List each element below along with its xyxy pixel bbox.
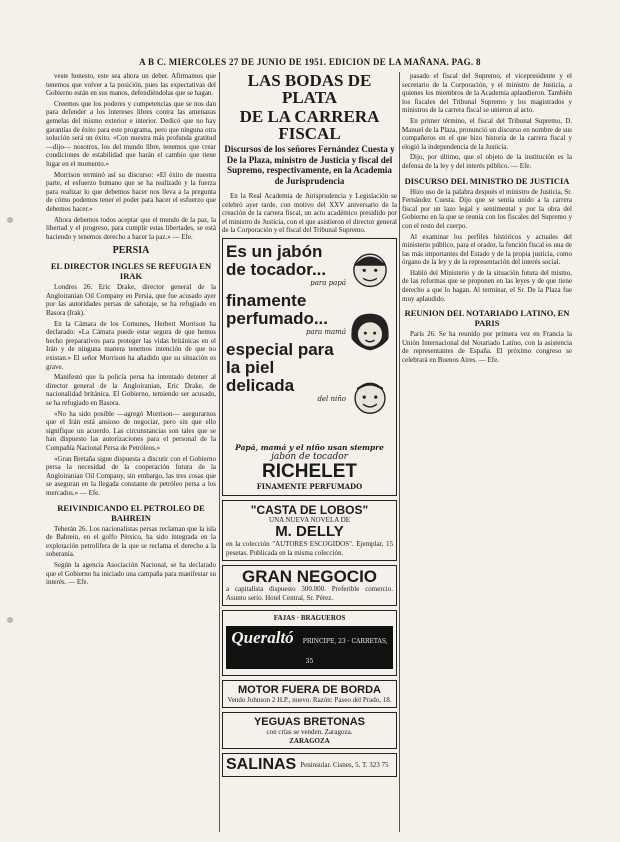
negocio-ad [222,565,397,606]
yeguas-ad-text: con crías se venden. Zaragoza. [266,728,353,737]
binding-holes [4,0,16,842]
queralto-ad-brand: Queraltó [231,627,294,647]
book-ad-text: en la colección "AUTORES ESCOGIDOS". Ejemplar, 15 pesetas. Publicada en la misma colección. [226,540,393,557]
article-paragraph: París 26. Se ha reunido por primera vez en Francia la Unión Internacional del Notariado Latino, con la asistencia de representantes de España. El próximo congreso se celebrará en Buenos Aires. — Efe. [402,330,572,365]
soap-ad-footer [223,443,396,491]
article-title: LAS BODAS DE PLATA [247,72,372,107]
article-paragraph: «No ha sido posible —agregó Morrison— asegurarnos que el Irán está ansioso de negociar, pero sin que ello signifique un acuerdo. Las circunstancias son tales que se han dispuesto las autorizaciones para el personal de la Compañía Nacional Persa de Petróleos.» [46,409,216,452]
motor-ad-title: MOTOR FUERA DE BORDA [238,683,381,696]
article-paragraph: Morrison terminó así su discurso: «El éxito de nuestra parte, el esfuerzo humano que se ha realizado y la fuerza para realizar lo que debemos hacer nos lleva a la pregunta de cómo podemos tener el poder para hacer el esfuerzo que debemos hacer.» [46,170,216,213]
article-paragraph: Manifestó que la policía persa ha intentado detener al director general de la Angloiranian, Eric Drake, de nacionalidad británica. El Gobierno, temiendo ser acusado, se ha refugiado en Basora. [46,373,216,407]
soap-ad-tag: del niño [317,394,346,403]
article-paragraph: En la Real Academia de Jurisprudencia y Legislación se celebró ayer tarde, con motivo del XXV aniversario de la creación de la carrera fiscal, un acto académico presidido por el ministro de Justicia, con el que asistieron el director general de la Corporación y el fiscal del Tribunal Supremo. [222,192,397,235]
queralto-ad-band [226,626,393,669]
book-ad-title: "CASTA DE LOBOS" [250,502,369,517]
soap-ad-tag: para papá [310,278,346,287]
article-paragraph: Habló del Ministerio y de la situación futura del mismo, de las reformas que se proponen en las leyes y de que tiene derecho a que lo hagan. Al terminar, el Sr. De la Plaza fue muy aplaudido. [402,268,572,303]
article-paragraph: En primer término, el fiscal del Tribunal Supremo, D. Manuel de la Plaza, pronunció un discurso en nombre de sus compañeros en el que hizo historia de la carrera fiscal y elogió la independencia de la Justicia. [402,116,572,151]
soap-ad-line: Es un jabón de tocador... [226,241,327,279]
column-rule [399,72,400,832]
article-paragraph: Teherán 26. Los nacionalistas persas reclaman que la isla de Bahrein, en el golfo Pérsico, ha sido integrada en la explotación petrolífera de la que se reclama el derecho a la soberanía. [46,524,216,559]
man-face-icon [347,245,393,291]
notary-heading: REUNION DEL NOTARIADO LATINO, EN PARIS [404,308,570,329]
left-column [46,72,216,836]
article-paragraph: Al examinar los perfiles históricos y actuales del ministerio público, para el orador, la función fiscal es una de las más importantes del Estado y de la propia justicia, como órgano de la ley y de la representación del interés social. [402,232,572,267]
soap-ad-brand-pre: jabón de tocador [271,451,348,462]
soap-ad-brand: RICHELET [262,460,357,482]
article-title: DE LA CARRERA FISCAL [239,107,380,143]
article-subheading: Discursos de los señores Fernández Cuesta y De la Plaza, ministro de Justicia y fiscal del Supremo, respectivamente, en la Academia de Jurisprudencia [224,144,395,186]
article-paragraph: En la Cámara de los Comunes, Herbert Morrison ha declarado: «La Cámara puede estar segura de que hemos hecho preparativos para proteger las vidas británicas en el Irán y de ninguna manera tenemos intención de que no existan.» El señor Morrison ha añadido que su situación es grave. [46,319,216,371]
article-paragraph: Londres 26. Eric Drake, director general de la Angloiranian Oil Company en Persia, que fue acusado ayer por las autoridades persas de sabotaje, se ha refugiado en Basora (Irak). [46,283,216,318]
salinas-ad-brand: SALINAS [226,756,297,774]
soap-ad-slogan: Papá, mamá y el niño usan siempre [235,442,384,452]
soap-ad-brand-foot: FINAMENTE PERFUMADO [256,481,363,491]
article-paragraph: Ahora debemos todos aceptar que el mundo de la paz, la libertad y el progreso, para cumplir estas libertades, se está haciendo y tenemos derecho a hacer la paz.» — Efe. [46,215,216,241]
persia-heading: PERSIA [112,245,150,257]
article-paragraph: Dijo, por último, que el objeto de la institución es la defensa de la ley y del interés público. — Efe. [402,153,572,170]
salinas-ad-text: Peninsular. Cisnes, 5. T. 323 75 [300,761,389,770]
richelet-soap-ad [222,238,397,496]
soap-ad-line: finamente perfumado... [226,290,329,328]
book-ad [222,500,397,562]
article-paragraph: pasado el fiscal del Supremo, el vicepresidente y el secretario de la Corporación, y el ministro de Justicia, a quienes los miembros de la Academia aplaudieron. También los fiscales del Tribunal Supremo y los magistrados y ministros de la carrera fiscal se unieron al acto. [402,72,572,115]
negocio-ad-text: a capitalista dispuesto 300.000. Preferible comercio. Asunto serio. Hotel Central, Sr. Pérez. [226,585,393,602]
yeguas-ad [222,712,397,749]
article-paragraph: Hizo uso de la palabra después el ministro de Justicia, Sr. Fernández Cuesta. Dijo que se sentía unido a la carrera fiscal por un lazo legal y sentimental y por la obra del Gobierno en la que se reunía con los fiscales del Supremo y con el resto del cuerpo. [402,187,572,230]
book-ad-sub: UNA NUEVA NOVELA DE [269,515,350,524]
article-paragraph: «Gran Bretaña sigue dispuesta a discutir con el Gobierno persa la necesidad de la cooperación futura de la Angloiranian Oil Company, sin embargo, las tres cosas que se aseguran en la llegada constante de petróleo persa a los mercados.» — Efe. [46,454,216,497]
negocio-ad-title: GRAN NEGOCIO [241,567,378,587]
child-face-icon [347,373,393,419]
soap-ad-line: especial para la piel delicada [226,339,334,395]
persia-subheading: EL DIRECTOR INGLES SE REFUGIA EN IRAK [50,261,212,282]
page-header: A B C. MIERCOLES 27 DE JUNIO DE 1951. EDICION DE LA MAÑANA. PAG. 8 [139,57,481,67]
book-ad-author: M. DELLY [275,523,344,541]
right-column [402,72,572,836]
yeguas-ad-city: ZARAGOZA [289,736,330,745]
queralto-ad-side: PRINCIPE, 23 · CARRETAS, 35 [302,637,388,665]
motor-ad [222,680,397,709]
woman-face-icon [347,309,393,355]
soap-ad-tag: para mamá [305,327,346,336]
article-paragraph: veste honesto, este sea ahora un deber. Afirmamos que tenemos que volver a la posición, pues las expectativas del Gobierno están en sus manos, defendiéndolas que se hagan. [46,72,216,98]
queralto-ad [222,610,397,676]
yeguas-ad-title: YEGUAS BRETONAS [253,716,366,729]
article-paragraph: Creemos que los poderes y competencias que se nos dan para defender a los intereses libres contra las amenazas gemelas del mismo exterior e interior. Dedicó que no hay garantías de éxito para este programa, pero que ninguna otra solución será un éxito. «Con nuestra más profunda gratitud —dijo— nosotros, los del mundo libre, tenemos que crear condiciones de estabilidad que harán el cambio que tiene lugar en el momento.» [46,99,216,168]
minister-heading: DISCURSO DEL MINISTRO DE JUSTICIA [404,175,570,186]
motor-ad-text: Vendo Johnson 2 H.P., nuevo. Razón: Paseo del Prado, 18. [227,695,392,704]
article-paragraph: Según la agencia Asociación Nacional, se ha declarado que el Gobierno ha iniciado una campaña para manifestar su interés. — Efe. [46,560,216,587]
column-rule [219,72,220,832]
queralto-ad-top: FAJAS · BRAGUEROS [273,614,346,623]
bahrein-heading: REIVINDICANDO EL PETROLEO DE BAHREIN [57,502,205,523]
salinas-ad [222,753,397,777]
middle-column [222,72,397,836]
